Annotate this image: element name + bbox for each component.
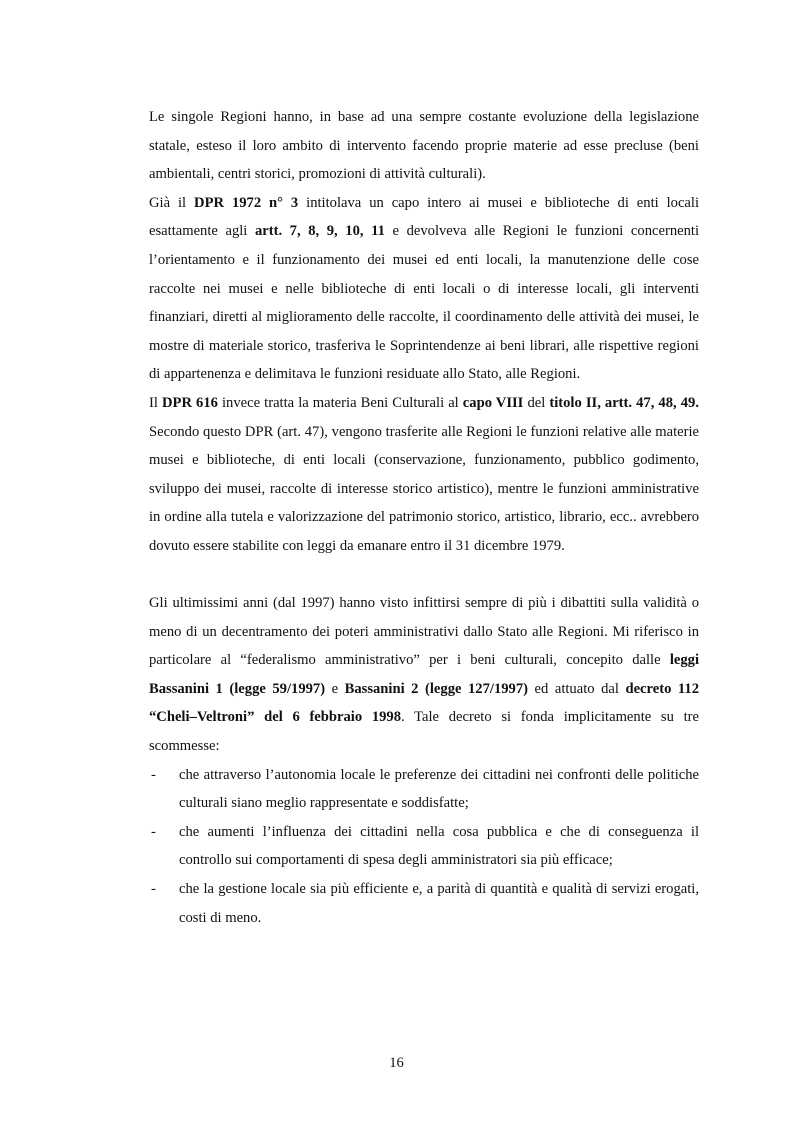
bold-capo: capo VIII	[462, 394, 524, 411]
list-item	[149, 875, 699, 932]
bold-dpr-1972: DPR 1972 n° 3	[194, 194, 299, 211]
text-run: . Tale decreto si fonda implicitamente su tre scommesse:	[149, 709, 700, 755]
text-run: Gli ultimissimi anni (dal 1997) hanno visto infittirsi sempre di più i dibattiti sulla validità o meno di un decentramento dei poteri amministrativi dallo Stato alle Regioni. Mi riferisco in particolare al “federalismo amministrativo” per i beni culturali, concepito dalle	[149, 595, 699, 669]
list-item	[149, 761, 699, 818]
bold-dpr-616: DPR 616	[161, 394, 218, 411]
text-run: ed attuato dal	[528, 680, 626, 697]
bold-titolo: titolo II, artt. 47, 48, 49.	[549, 394, 699, 411]
dash-marker: -	[151, 823, 156, 840]
bold-bassanini-2: Bassanini 2 (legge 127/1997)	[344, 680, 528, 697]
paragraph-dpr-1972	[149, 189, 699, 389]
text-run: del	[523, 394, 550, 411]
document-page	[149, 103, 699, 932]
text-run: e devolveva alle Regioni le funzioni concernenti l’orientamento e il funzionamento dei musei ed enti locali, la manutenzione delle cose raccolte nei musei e nelle biblioteche di enti locali o di interesse locali, gli interventi finanziari, diretti al miglioramento delle raccolte, il coordinamento delle attività dei musei, le mostre di materiale storico, trasferiva le Soprintendenze ai beni librari, alle rispettive regioni di appartenenza e delimitava le funzioni residuate allo Stato, alle Regioni.	[149, 223, 700, 383]
scommesse-list	[149, 761, 699, 933]
text-run: Il	[149, 394, 162, 411]
paragraph-regioni: Le singole Regioni hanno, in base ad una sempre costante evoluzione della legislazione statale, esteso il loro ambito di intervento facendo proprie materie ad esse precluse (beni ambientali, centri storici, promozioni di attività culturali).	[149, 109, 699, 183]
text-run: invece tratta la materia Beni Culturali al	[217, 394, 463, 411]
dash-marker: -	[151, 881, 156, 898]
text-run: intitolava un capo intero ai musei e biblioteche di enti locali esattamente agli	[149, 194, 700, 240]
text-run: e	[325, 680, 345, 697]
paragraph-dpr-616	[149, 389, 699, 561]
page-number: 16	[389, 1055, 404, 1071]
list-item-text: che attraverso l’autonomia locale le preferenze dei cittadini nei confronti delle politiche culturali siano meglio rappresentate e soddisfatte;	[179, 766, 699, 812]
list-item	[149, 818, 699, 875]
bold-decreto-112: decreto 112 “Cheli–Veltroni” del 6 febbraio 1998	[149, 680, 699, 726]
list-item-text: che la gestione locale sia più efficiente e, a parità di quantità e qualità di servizi erogati, costi di meno.	[179, 881, 699, 926]
paragraph-federalismo	[149, 589, 699, 761]
bold-bassanini-1: leggi Bassanini 1 (legge 59/1997)	[149, 652, 699, 697]
list-item-text: che aumenti l’influenza dei cittadini nella cosa pubblica e che di conseguenza il controllo sui comportamenti di spesa degli amministratori sia più efficace;	[179, 823, 699, 869]
text-run: Secondo questo DPR (art. 47), vengono trasferite alle Regioni le funzioni relative alle materie musei e biblioteche, di enti locali (conservazione, funzionamento, pubblico godimento, sviluppo dei musei, raccolte di interesse storico artistico), mentre le funzioni amministrative in ordine alla tutela e valorizzazione del patrimonio storico, artistico, librario, ecc.. avrebbero dovuto essere stabilite con leggi da emanare entro il 31 dicembre 1979.	[149, 423, 699, 554]
dash-marker: -	[151, 766, 156, 783]
text-run: Già il	[149, 194, 195, 211]
paragraph-gap	[149, 561, 699, 590]
bold-articles: artt. 7, 8, 9, 10, 11	[254, 223, 385, 240]
